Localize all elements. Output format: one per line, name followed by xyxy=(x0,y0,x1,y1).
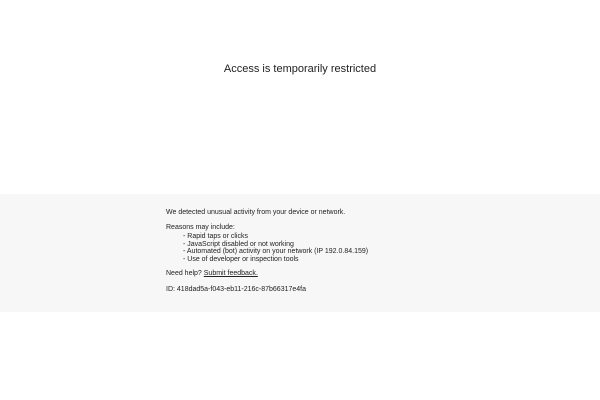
reasons-heading: Reasons may include: xyxy=(166,224,235,231)
reason-item: - Use of developer or inspection tools xyxy=(183,255,299,263)
reason-item: - Automated (bot) activity on your network (IP 192.0.84.159) xyxy=(183,248,369,255)
detected-message: We detected unusual activity from your device or network. xyxy=(166,209,346,216)
reason-item: - JavaScript disabled or not working xyxy=(183,240,294,248)
request-id-value: 418dad5a-f043-eb11-216c-87b66317e4fa xyxy=(176,286,306,293)
reasons-list xyxy=(166,233,368,263)
page-title: Access is temporarily restricted xyxy=(223,63,377,75)
notice-panel xyxy=(0,194,600,312)
request-id-line xyxy=(166,285,368,295)
notice-content xyxy=(166,208,368,295)
reason-item: - Rapid taps or clicks xyxy=(183,233,248,240)
request-id-label: ID: xyxy=(166,286,175,293)
reasons-block xyxy=(166,223,368,263)
submit-feedback-link[interactable]: Submit feedback. xyxy=(203,270,258,277)
help-line xyxy=(166,269,368,279)
help-prefix: Need help? xyxy=(166,270,202,277)
